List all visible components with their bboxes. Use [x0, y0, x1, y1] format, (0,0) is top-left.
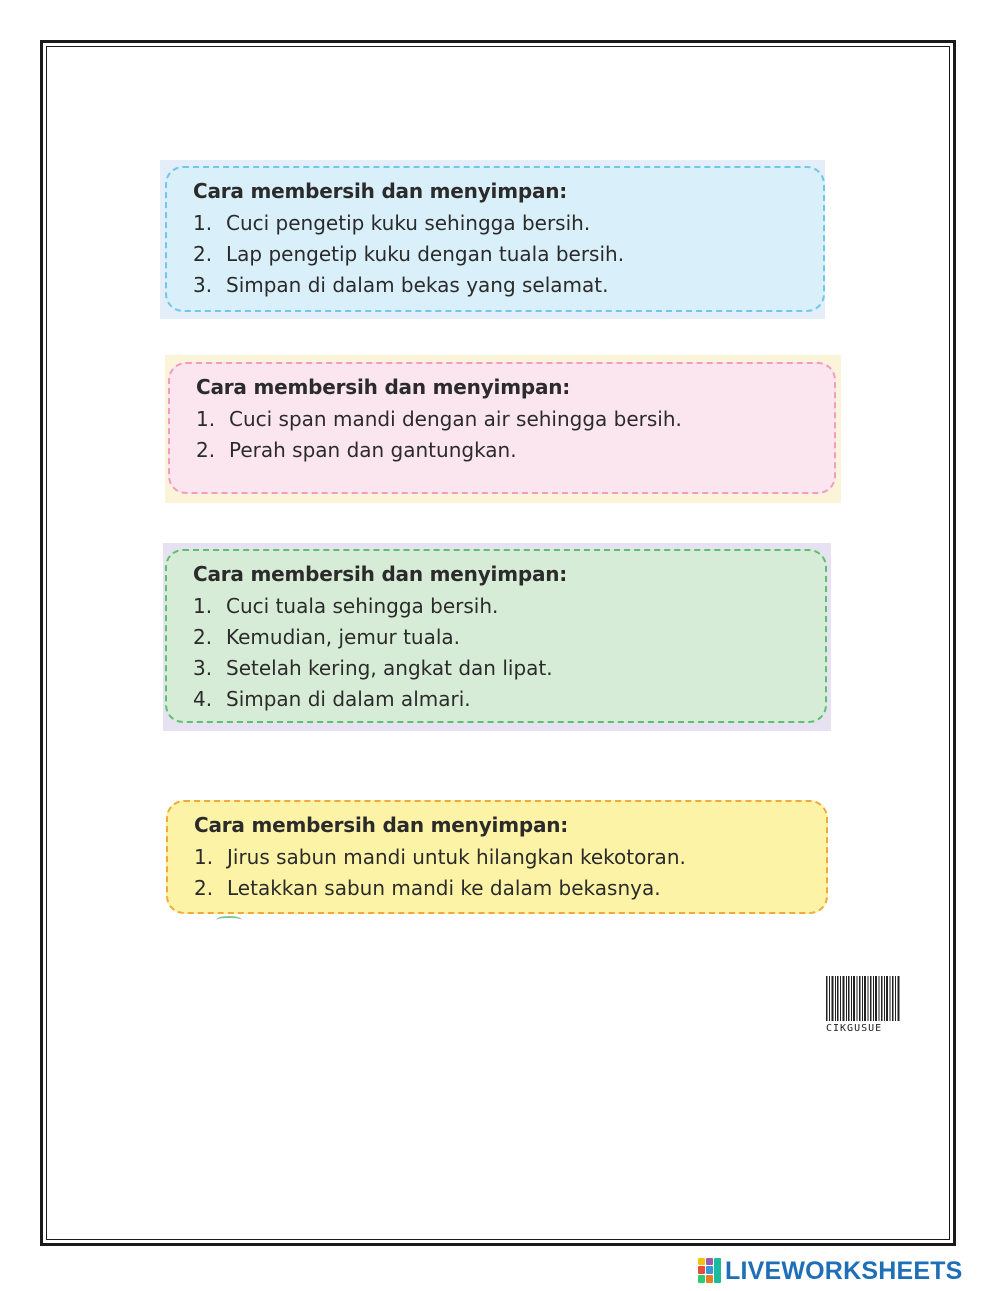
list-item: 4. Simpan di dalam almari.: [193, 687, 471, 711]
list-item: 1. Cuci span mandi dengan air sehingga bersih.: [196, 407, 682, 431]
liveworksheets-logo-icon: [698, 1258, 722, 1284]
list-item: 3. Setelah kering, angkat dan lipat.: [193, 656, 553, 680]
card-3-steps: [193, 591, 825, 715]
instruction-card-4: [166, 800, 828, 914]
decorative-mark: [216, 916, 242, 924]
card-4-title: Cara membersih dan menyimpan:: [194, 813, 569, 837]
instruction-card-3: [165, 549, 827, 723]
instruction-card-1: [165, 166, 825, 312]
list-item: 1. Jirus sabun mandi untuk hilangkan kekotoran.: [194, 845, 686, 869]
list-item: 3. Simpan di dalam bekas yang selamat.: [193, 273, 609, 297]
brand-name: LIVEWORKSHEETS: [725, 1256, 963, 1285]
list-item: 2. Kemudian, jemur tuala.: [193, 625, 461, 649]
list-item: 1. Cuci tuala sehingga bersih.: [193, 594, 499, 618]
list-item: 2. Letakkan sabun mandi ke dalam bekasnya.: [194, 876, 661, 900]
list-item: 2. Perah span dan gantungkan.: [196, 438, 517, 462]
brand-logo[interactable]: [698, 1256, 963, 1286]
card-2-steps: [196, 404, 834, 466]
card-2-title: Cara membersih dan menyimpan:: [196, 375, 571, 399]
card-3-title: Cara membersih dan menyimpan:: [193, 562, 568, 586]
list-item: 2. Lap pengetip kuku dengan tuala bersih.: [193, 242, 625, 266]
card-1-steps: [193, 208, 823, 301]
barcode-icon: [826, 976, 900, 1021]
barcode-label: CIKGUSUE: [826, 1023, 883, 1034]
card-1-title: Cara membersih dan menyimpan:: [193, 179, 568, 203]
list-item: 1. Cuci pengetip kuku sehingga bersih.: [193, 211, 591, 235]
instruction-card-2: [168, 362, 836, 494]
card-4-steps: [194, 842, 826, 904]
